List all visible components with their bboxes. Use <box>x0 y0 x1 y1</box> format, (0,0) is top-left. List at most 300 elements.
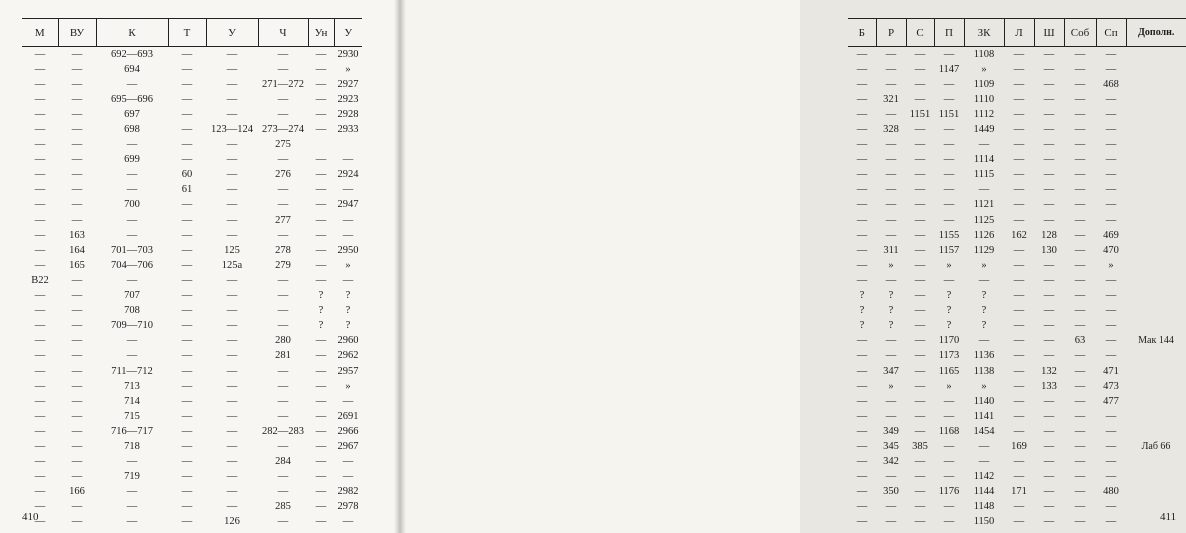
table-cell: — <box>342 471 354 483</box>
table-cell: — <box>34 380 46 392</box>
table-cell: » <box>981 380 987 392</box>
table-row <box>22 183 362 198</box>
table-cell: — <box>885 63 897 75</box>
table-cell: — <box>856 78 868 90</box>
table-cell: — <box>914 501 926 513</box>
table-row <box>22 138 362 153</box>
table-cell: — <box>943 516 955 528</box>
table-cell: 714 <box>124 395 140 407</box>
table-cell: — <box>885 48 897 60</box>
left_page-column-header: М <box>22 19 58 47</box>
table-cell: — <box>856 440 868 452</box>
table-row <box>22 485 362 500</box>
table-cell: — <box>1043 78 1055 90</box>
table-row <box>848 47 1186 63</box>
table-cell: 345 <box>883 440 899 452</box>
table-cell: — <box>34 486 46 498</box>
table-cell: — <box>1105 350 1117 362</box>
table-cell: — <box>885 471 897 483</box>
table-row <box>22 47 362 63</box>
table-cell: — <box>226 425 238 437</box>
table-cell: — <box>34 456 46 468</box>
table-cell: — <box>885 350 897 362</box>
table-cell: — <box>71 290 83 302</box>
left-table-body <box>22 47 362 531</box>
table-cell <box>1126 470 1186 485</box>
table-cell: — <box>885 335 897 347</box>
table-cell: 1108 <box>973 48 995 60</box>
table-cell <box>1126 122 1186 137</box>
table-cell: — <box>914 78 926 90</box>
table-cell: 282—283 <box>262 425 304 437</box>
right_page-column-header: Сп <box>1096 19 1126 47</box>
table-cell: — <box>71 78 83 90</box>
table-cell: — <box>226 350 238 362</box>
table-cell: — <box>342 154 354 166</box>
table-cell: — <box>34 63 46 75</box>
table-cell: — <box>34 78 46 90</box>
table-cell: — <box>1074 486 1086 498</box>
table-cell <box>1126 198 1186 213</box>
table-cell: — <box>277 108 289 120</box>
table-cell: — <box>885 199 897 211</box>
table-cell: — <box>226 78 238 90</box>
table-cell: » <box>981 259 987 271</box>
table-cell <box>1126 455 1186 470</box>
table-cell: — <box>1074 410 1086 422</box>
table-cell: 123—124 <box>211 124 253 136</box>
table-cell: — <box>34 395 46 407</box>
table-cell: — <box>856 214 868 226</box>
table-cell: — <box>34 410 46 422</box>
right-table-body <box>848 47 1186 531</box>
table-cell: — <box>1074 259 1086 271</box>
table-cell: — <box>277 395 289 407</box>
table-cell: 166 <box>69 486 85 498</box>
table-cell: — <box>315 501 327 513</box>
table-cell: — <box>126 139 138 151</box>
table-cell: — <box>34 154 46 166</box>
table-cell: — <box>315 48 327 60</box>
table-cell: 273—274 <box>262 124 304 136</box>
table-cell: — <box>181 259 193 271</box>
table-cell: — <box>277 365 289 377</box>
table-cell <box>1126 485 1186 500</box>
table-cell: — <box>1105 154 1117 166</box>
table-cell: — <box>1013 244 1025 256</box>
table-row <box>22 198 362 213</box>
table-cell: — <box>226 48 238 60</box>
table-cell: — <box>1105 471 1117 483</box>
table-cell: — <box>856 380 868 392</box>
table-cell: — <box>1105 139 1117 151</box>
left_page-column-header: К <box>96 19 168 47</box>
table-cell: — <box>315 365 327 377</box>
table-cell: — <box>943 501 955 513</box>
table-cell: — <box>1043 154 1055 166</box>
table-cell: — <box>1105 93 1117 105</box>
table-cell: — <box>943 48 955 60</box>
table-cell: 162 <box>1011 229 1027 241</box>
table-cell: — <box>315 410 327 422</box>
table-cell: — <box>1074 184 1086 196</box>
table-cell: — <box>1043 305 1055 317</box>
table-cell: — <box>943 274 955 286</box>
table-cell: 1454 <box>973 425 995 437</box>
table-cell: — <box>315 78 327 90</box>
table-cell: 470 <box>1103 244 1119 256</box>
table-cell: — <box>978 335 990 347</box>
table-cell: — <box>315 425 327 437</box>
table-cell: — <box>1043 259 1055 271</box>
table-cell: 2962 <box>337 350 359 362</box>
right_page-column-header: Л <box>1004 19 1034 47</box>
table-cell: — <box>1013 154 1025 166</box>
table-cell: — <box>1043 410 1055 422</box>
table-row <box>848 515 1186 530</box>
table-cell: — <box>34 335 46 347</box>
table-row <box>848 485 1186 500</box>
table-cell: — <box>1074 305 1086 317</box>
right_page-column-header: Р <box>876 19 906 47</box>
table-cell: — <box>277 440 289 452</box>
table-cell: — <box>1105 199 1117 211</box>
table-row <box>848 153 1186 168</box>
right-page-number: 411 <box>1160 511 1177 523</box>
table-cell: 126 <box>224 516 240 528</box>
table-cell: — <box>34 229 46 241</box>
table-cell: — <box>226 274 238 286</box>
table-cell: — <box>277 229 289 241</box>
table-row <box>22 153 362 168</box>
table-cell: — <box>226 93 238 105</box>
table-cell: 701—703 <box>111 244 153 256</box>
table-cell: — <box>71 335 83 347</box>
table-cell: 60 <box>181 169 193 181</box>
table-cell: — <box>71 305 83 317</box>
table-cell: — <box>277 320 289 332</box>
table-cell: 2950 <box>337 244 359 256</box>
table-cell: 130 <box>1041 244 1057 256</box>
table-cell: — <box>34 290 46 302</box>
table-cell: ? <box>859 305 865 317</box>
table-cell: — <box>885 78 897 90</box>
table-cell: — <box>1105 169 1117 181</box>
table-cell: 63 <box>1074 335 1086 347</box>
table-cell: — <box>71 214 83 226</box>
table-cell: 1173 <box>938 350 960 362</box>
table-row <box>848 304 1186 319</box>
table-cell: — <box>181 456 193 468</box>
table-cell: — <box>71 108 83 120</box>
table-cell: 1121 <box>973 199 995 211</box>
table-row <box>22 168 362 183</box>
table-cell: » <box>345 63 351 75</box>
table-cell: — <box>1074 169 1086 181</box>
table-cell: — <box>1013 93 1025 105</box>
table-cell: — <box>71 380 83 392</box>
table-cell: — <box>34 184 46 196</box>
table-cell: — <box>1013 124 1025 136</box>
table-cell: » <box>345 259 351 271</box>
table-cell: — <box>1043 395 1055 407</box>
right-header-row <box>848 19 1186 47</box>
table-cell: — <box>1043 199 1055 211</box>
table-cell: — <box>943 154 955 166</box>
table-cell: — <box>181 78 193 90</box>
table-cell: 128 <box>1041 229 1057 241</box>
table-cell: — <box>315 440 327 452</box>
table-cell <box>1126 228 1186 243</box>
table-cell <box>1126 424 1186 439</box>
table-cell: 132 <box>1041 365 1057 377</box>
table-cell: — <box>856 486 868 498</box>
table-cell: — <box>914 456 926 468</box>
table-cell: — <box>1074 229 1086 241</box>
table-cell: — <box>71 410 83 422</box>
table-cell: — <box>226 410 238 422</box>
table-cell: — <box>1043 108 1055 120</box>
table-cell: — <box>1013 305 1025 317</box>
table-row <box>848 319 1186 334</box>
table-cell: — <box>315 108 327 120</box>
table-cell: — <box>315 350 327 362</box>
table-row <box>848 439 1186 454</box>
table-cell: — <box>126 456 138 468</box>
right_page-column-header: С <box>906 19 934 47</box>
table-cell: 713 <box>124 380 140 392</box>
table-cell: 163 <box>69 229 85 241</box>
table-cell: — <box>181 350 193 362</box>
table-cell: — <box>856 93 868 105</box>
table-cell: 277 <box>275 214 291 226</box>
table-cell: — <box>1043 63 1055 75</box>
table-cell: — <box>181 471 193 483</box>
table-cell: — <box>1013 395 1025 407</box>
table-cell: — <box>856 516 868 528</box>
table-cell: — <box>181 425 193 437</box>
table-cell: — <box>1074 350 1086 362</box>
table-cell: — <box>226 440 238 452</box>
table-cell: — <box>1013 320 1025 332</box>
table-cell: — <box>1013 214 1025 226</box>
table-cell: 1147 <box>938 63 960 75</box>
table-cell <box>1126 138 1186 153</box>
table-cell: 711—712 <box>111 365 153 377</box>
table-cell: — <box>126 274 138 286</box>
table-cell: — <box>1013 259 1025 271</box>
table-row <box>848 107 1186 122</box>
right-ledger-table <box>848 18 1186 530</box>
table-cell: — <box>914 93 926 105</box>
table-row <box>848 62 1186 77</box>
table-cell: 1125 <box>973 214 995 226</box>
table-cell: 473 <box>1103 380 1119 392</box>
table-cell: — <box>1043 335 1055 347</box>
table-row <box>22 289 362 304</box>
table-cell <box>1126 168 1186 183</box>
table-cell: — <box>181 139 193 151</box>
table-cell: ? <box>946 290 952 302</box>
table-cell: — <box>226 320 238 332</box>
table-cell <box>1126 304 1186 319</box>
right_page-column-header: Б <box>848 19 876 47</box>
table-row <box>22 515 362 530</box>
table-cell: — <box>1074 290 1086 302</box>
table-cell: — <box>1074 274 1086 286</box>
table-cell: — <box>226 184 238 196</box>
table-cell: 708 <box>124 305 140 317</box>
table-row <box>848 198 1186 213</box>
table-cell <box>1126 394 1186 409</box>
right_page-column-header: Соб <box>1064 19 1096 47</box>
table-cell: 698 <box>124 124 140 136</box>
table-cell: — <box>71 365 83 377</box>
table-cell: — <box>914 395 926 407</box>
table-cell: — <box>1043 486 1055 498</box>
table-row <box>848 168 1186 183</box>
table-cell: — <box>885 501 897 513</box>
table-cell: — <box>1074 108 1086 120</box>
table-cell: — <box>1013 63 1025 75</box>
table-row <box>848 334 1186 349</box>
table-cell: — <box>943 93 955 105</box>
table-cell: 2982 <box>337 486 359 498</box>
table-cell: 125a <box>221 259 243 271</box>
table-row <box>848 213 1186 228</box>
table-cell: — <box>856 274 868 286</box>
table-cell: — <box>914 410 926 422</box>
table-cell: — <box>277 48 289 60</box>
table-cell <box>308 138 334 153</box>
table-cell: Лаб 66 <box>1141 440 1171 452</box>
table-cell: » <box>1108 259 1114 271</box>
table-cell: 164 <box>69 244 85 256</box>
table-cell: — <box>1074 124 1086 136</box>
table-cell: — <box>1105 320 1117 332</box>
table-row <box>22 470 362 485</box>
table-cell: 468 <box>1103 78 1119 90</box>
table-cell: » <box>946 380 952 392</box>
table-cell: — <box>71 274 83 286</box>
table-cell: — <box>1105 456 1117 468</box>
table-cell: — <box>856 425 868 437</box>
table-cell: — <box>342 274 354 286</box>
table-row <box>22 107 362 122</box>
table-cell: 477 <box>1103 395 1119 407</box>
table-cell: » <box>888 380 894 392</box>
table-cell: — <box>342 395 354 407</box>
table-cell: — <box>71 516 83 528</box>
table-cell: — <box>1105 184 1117 196</box>
table-cell: — <box>181 410 193 422</box>
table-cell: — <box>943 169 955 181</box>
table-row <box>22 273 362 288</box>
table-cell: — <box>1013 350 1025 362</box>
table-cell: — <box>1013 516 1025 528</box>
table-cell: ? <box>946 305 952 317</box>
table-cell: — <box>1013 48 1025 60</box>
table-cell <box>1126 409 1186 424</box>
table-cell <box>1126 364 1186 379</box>
table-cell <box>1126 273 1186 288</box>
table-cell: — <box>914 259 926 271</box>
table-cell: — <box>181 214 193 226</box>
table-cell <box>1126 379 1186 394</box>
table-cell: ? <box>981 290 987 302</box>
table-cell: — <box>71 350 83 362</box>
table-cell: — <box>34 214 46 226</box>
table-cell: — <box>1105 274 1117 286</box>
table-cell: — <box>914 229 926 241</box>
table-row <box>848 364 1186 379</box>
table-cell: — <box>181 290 193 302</box>
table-cell: 349 <box>883 425 899 437</box>
table-row <box>848 379 1186 394</box>
table-row <box>848 183 1186 198</box>
table-cell <box>1126 92 1186 107</box>
table-cell: — <box>277 410 289 422</box>
table-cell: — <box>1013 380 1025 392</box>
table-cell: — <box>1074 380 1086 392</box>
table-cell: 342 <box>883 456 899 468</box>
table-cell: — <box>226 471 238 483</box>
table-cell: — <box>315 486 327 498</box>
table-cell <box>1126 258 1186 273</box>
table-cell: — <box>315 471 327 483</box>
table-cell: 1176 <box>938 486 960 498</box>
table-cell <box>1126 107 1186 122</box>
table-cell: 1110 <box>973 93 995 105</box>
table-cell <box>334 138 362 153</box>
table-row <box>22 439 362 454</box>
table-cell: — <box>1074 214 1086 226</box>
table-cell: 279 <box>275 259 291 271</box>
table-cell: — <box>914 471 926 483</box>
table-row <box>22 409 362 424</box>
table-cell: — <box>885 395 897 407</box>
table-cell: — <box>943 139 955 151</box>
table-cell: — <box>181 440 193 452</box>
table-cell: 1168 <box>938 425 960 437</box>
table-cell: — <box>277 486 289 498</box>
table-cell: — <box>856 395 868 407</box>
table-cell: — <box>34 169 46 181</box>
table-cell: — <box>181 320 193 332</box>
right_page-column-header: ЗК <box>964 19 1004 47</box>
table-cell: 1144 <box>973 486 995 498</box>
table-cell: — <box>126 516 138 528</box>
table-cell: 1141 <box>973 410 995 422</box>
table-cell: — <box>315 335 327 347</box>
table-cell: — <box>315 259 327 271</box>
table-cell <box>1126 500 1186 515</box>
table-cell: — <box>126 229 138 241</box>
table-cell: — <box>181 335 193 347</box>
table-cell: 707 <box>124 290 140 302</box>
table-cell: — <box>1043 290 1055 302</box>
table-cell: — <box>34 124 46 136</box>
table-cell: — <box>1074 154 1086 166</box>
table-cell: — <box>315 516 327 528</box>
table-cell: — <box>34 139 46 151</box>
table-cell: — <box>226 108 238 120</box>
table-row <box>22 379 362 394</box>
table-cell: — <box>315 456 327 468</box>
table-cell: — <box>1043 139 1055 151</box>
table-cell: — <box>71 124 83 136</box>
table-cell: — <box>315 244 327 256</box>
